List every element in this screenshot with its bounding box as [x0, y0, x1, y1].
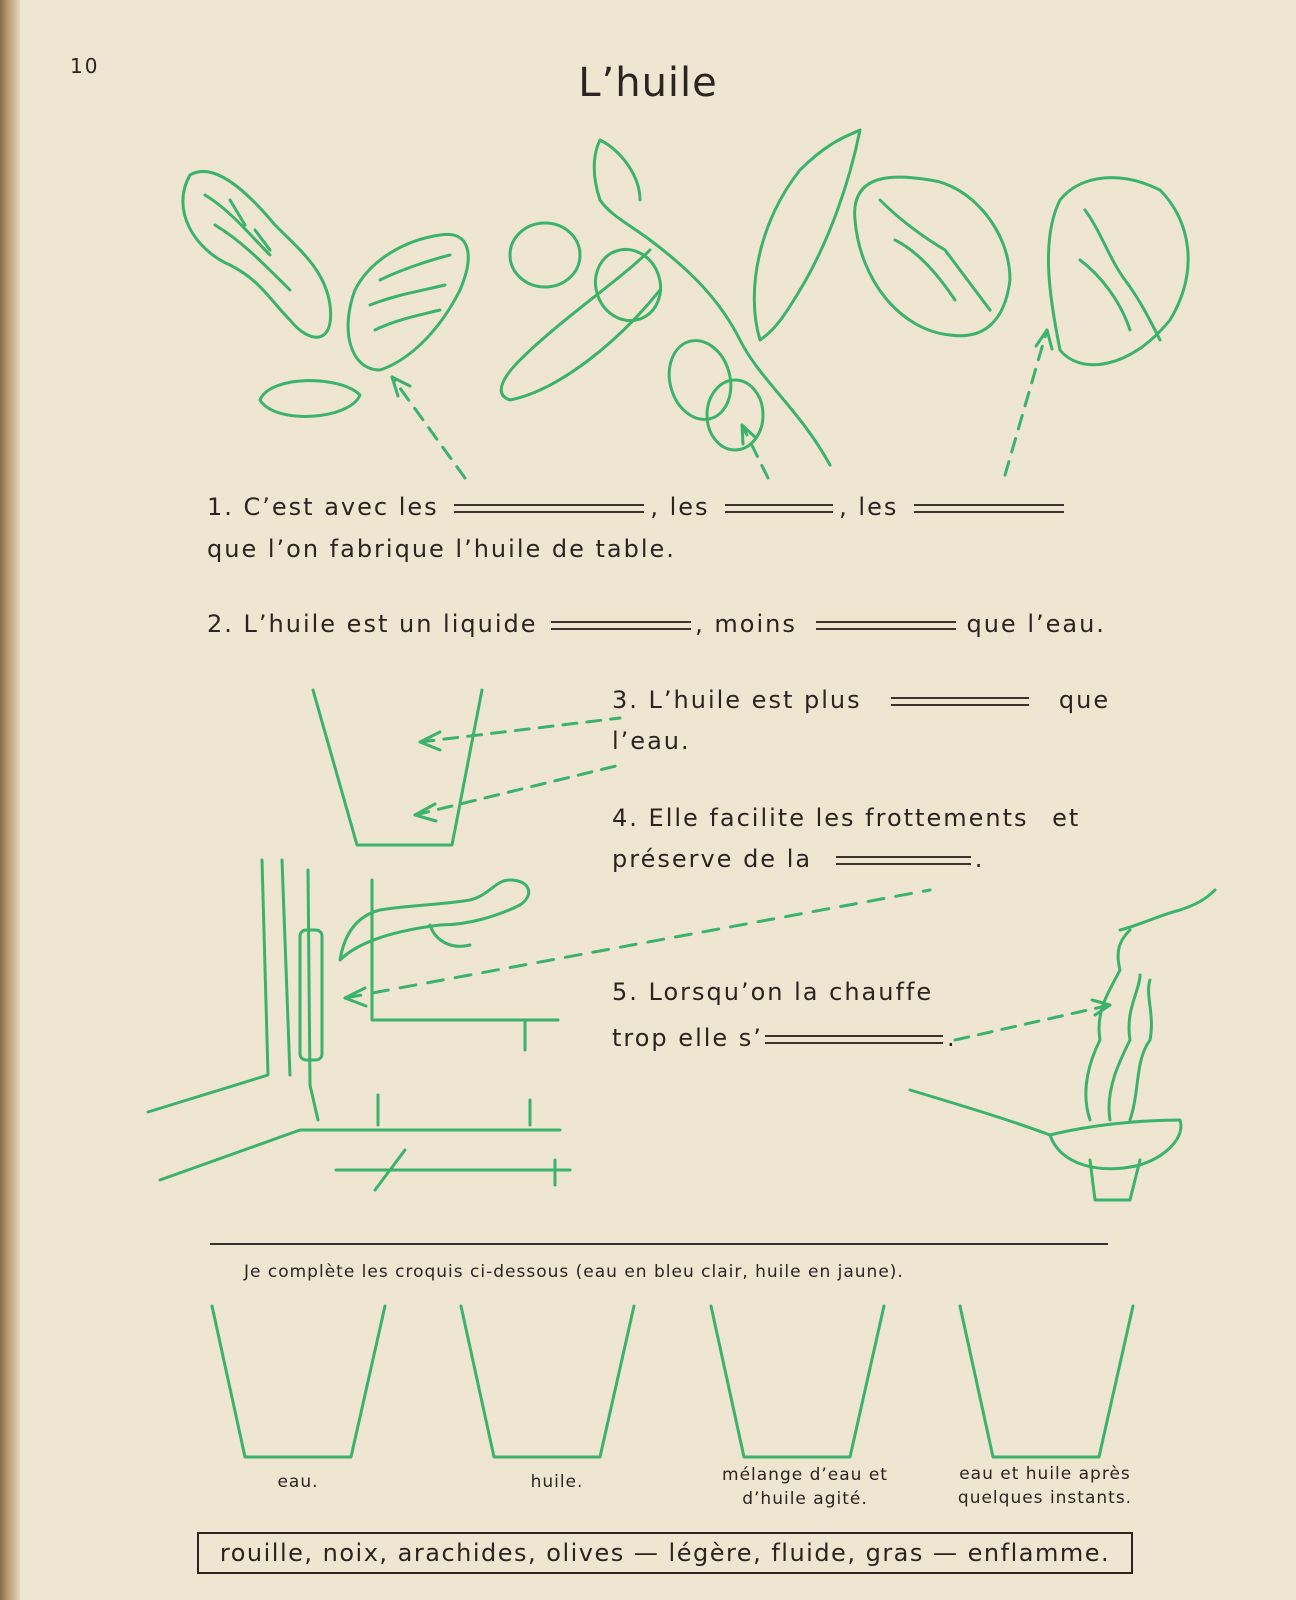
answer-blank[interactable]: [454, 504, 644, 513]
question-1-line-2: que l’on fabrique l’huile de table.: [207, 535, 676, 563]
instruction-text: Je complète les croquis ci-dessous (eau en bleu clair, huile en jaune).: [244, 1262, 904, 1282]
question-5-line-1: 5. Lorsqu’on la chauffe: [612, 978, 934, 1006]
question-4-line-2: préserve de la .: [612, 845, 985, 873]
question-1-line-1: 1. C’est avec les , les , les: [207, 493, 1070, 521]
empty-glasses: [212, 1306, 1133, 1457]
glass-illustration: [313, 690, 620, 845]
answer-blank[interactable]: [891, 697, 1029, 706]
caption-huile: huile.: [530, 1472, 584, 1492]
answer-blank[interactable]: [914, 504, 1064, 513]
answer-blank[interactable]: [836, 856, 971, 865]
walnut-illustration: [855, 177, 1188, 365]
question-5-line-2: trop elle s’ .: [612, 1024, 957, 1052]
peanut-illustration: [183, 171, 468, 416]
page-number: 10: [70, 54, 100, 78]
caption-eau-et-huile: eau et huile après quelques instants.: [957, 1464, 1133, 1508]
olive-branch-illustration: [501, 130, 860, 465]
word-bank: rouille, noix, arachides, olives — légère, fluide, gras — enflamme.: [197, 1532, 1133, 1574]
section-divider: [210, 1243, 1108, 1245]
question-4-line-1: 4. Elle facilite les frottements et: [612, 804, 1081, 832]
question-3-line-1: 3. L’huile est plus que: [612, 686, 1111, 714]
answer-blank[interactable]: [765, 1035, 943, 1044]
caption-eau: eau.: [277, 1472, 319, 1492]
answer-blank[interactable]: [551, 621, 691, 630]
question-2: 2. L’huile est un liquide , moins que l’eau.: [207, 610, 1106, 638]
answer-blank[interactable]: [816, 621, 956, 630]
caption-melange: mélange d’eau et d’huile agité.: [722, 1465, 888, 1509]
page-title: L’huile: [578, 60, 718, 106]
question-3-line-2: l’eau.: [612, 727, 691, 755]
answer-blank[interactable]: [725, 504, 833, 513]
arrowheads-top: [392, 330, 1052, 444]
